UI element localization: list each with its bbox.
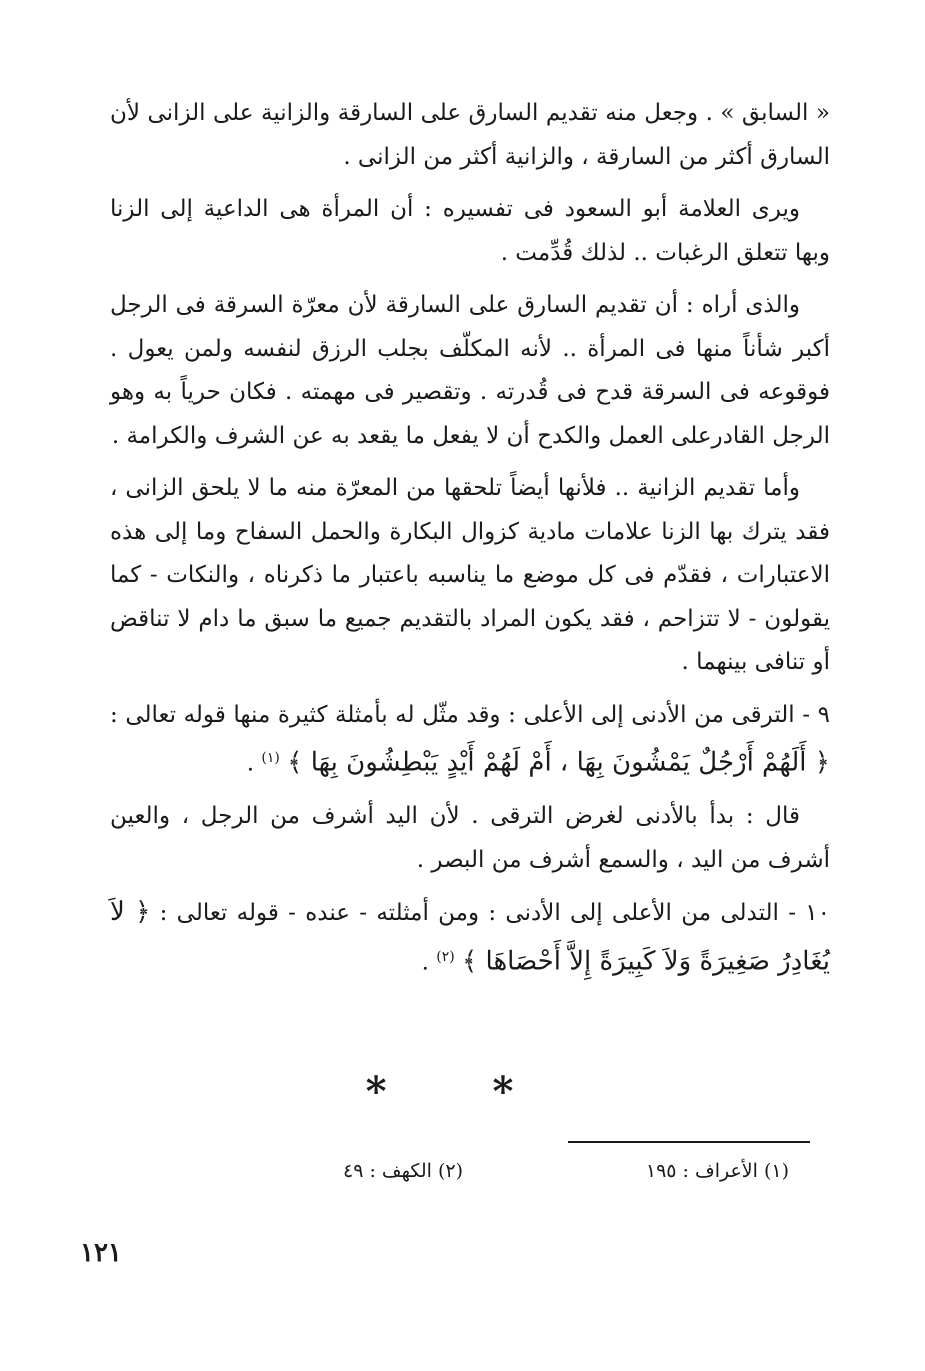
footnote-reference: (٢) [436,948,455,965]
body-text [110,92,830,994]
quran-verse: ﴿ أَلَهُمْ أَرْجُلٌ يَمْشُونَ بِهَا ، أَمْ لَهُمْ أَيْدٍ يَبْطِشُونَ بِهَا ﴾ [287,747,830,778]
quran-verse: ﴿ لاَ يُغَادِرُ صَغِيرَةً وَلاَ كَبِيرَةً إِلاَّ أَحْصَاهَا ﴾ [110,897,830,977]
paragraph-text: ويرى العلامة أبو السعود فى تفسيره : أن المرأة هى الداعية إلى الزنا وبها تتعلق الرغبات .. لذلك قُدِّمت . [110,196,830,266]
paragraph [110,694,830,787]
paragraph-text: وأما تقديم الزانية .. فلأنها أيضاً تلحقها من المعرّة منه ما لا يلحق الزانى ، فقد يترك بها الزنا علامات مادية كزوال البكارة والحمل السفاح وما إلى هذه الاعتبارات ، فقدّم فى كل موضع ما يناسبه باعتبار ما ذكرناه ، والنكات - كما يقولون - لا تتزاحم ، فقد يكون المراد بالتقديم جميع ما سبق ما دام لا تناقض أو تنافى بينهما . [110,475,830,675]
section-separator: * * [365,1068,560,1115]
paragraph [110,795,830,882]
sentence-end: . [421,949,429,976]
paragraph-text: والذى أراه : أن تقديم السارق على السارقة لأن معرّة السرقة فى الرجل أكبر شأناً منها فى المرأة .. لأنه المكلّف بجلب الرزق لنفسه ولمن يعول . فوقوعه فى السرقة قدح فى قُدرته . وتقصير فى مهمته . فكان حرياً به وهو الرجل القادرعلى العمل والكدح أن لا يفعل ما يقعد به عن الشرف والكرامة . [110,292,830,449]
paragraph [110,188,830,275]
paragraph [110,284,830,458]
footnote-rule [568,1141,810,1143]
paragraph [110,891,830,985]
paragraph [110,92,830,179]
paragraph [110,467,830,685]
sentence-end: . [246,750,255,777]
footnote-reference: (١) [261,750,280,766]
page-number: ١٢١ [80,1238,122,1268]
paragraph-text: قال : بدأ بالأدنى لغرض الترقى . لأن اليد أشرف من الرجل ، والعين أشرف من اليد ، والسمع أشرف من البصر . [110,803,830,873]
footnote-1: (١) الأعراف : ١٩٥ [645,1160,789,1182]
paragraph-text: ٩ - الترقى من الأدنى إلى الأعلى : وقد مثّل له بأمثلة كثيرة منها قوله تعالى : [110,701,830,728]
footnote-2: (٢) الكهف : ٤٩ [343,1160,463,1182]
paragraph-text: ١٠ - التدلى من الأعلى إلى الأدنى : ومن أمثلته - عنده - قوله تعالى : [159,900,830,927]
paragraph-text: « السابق » . وجعل منه تقديم السارق على السارقة والزانية على الزانى لأن السارق أكثر من السارقة ، والزانية أكثر من الزانى . [110,100,830,170]
